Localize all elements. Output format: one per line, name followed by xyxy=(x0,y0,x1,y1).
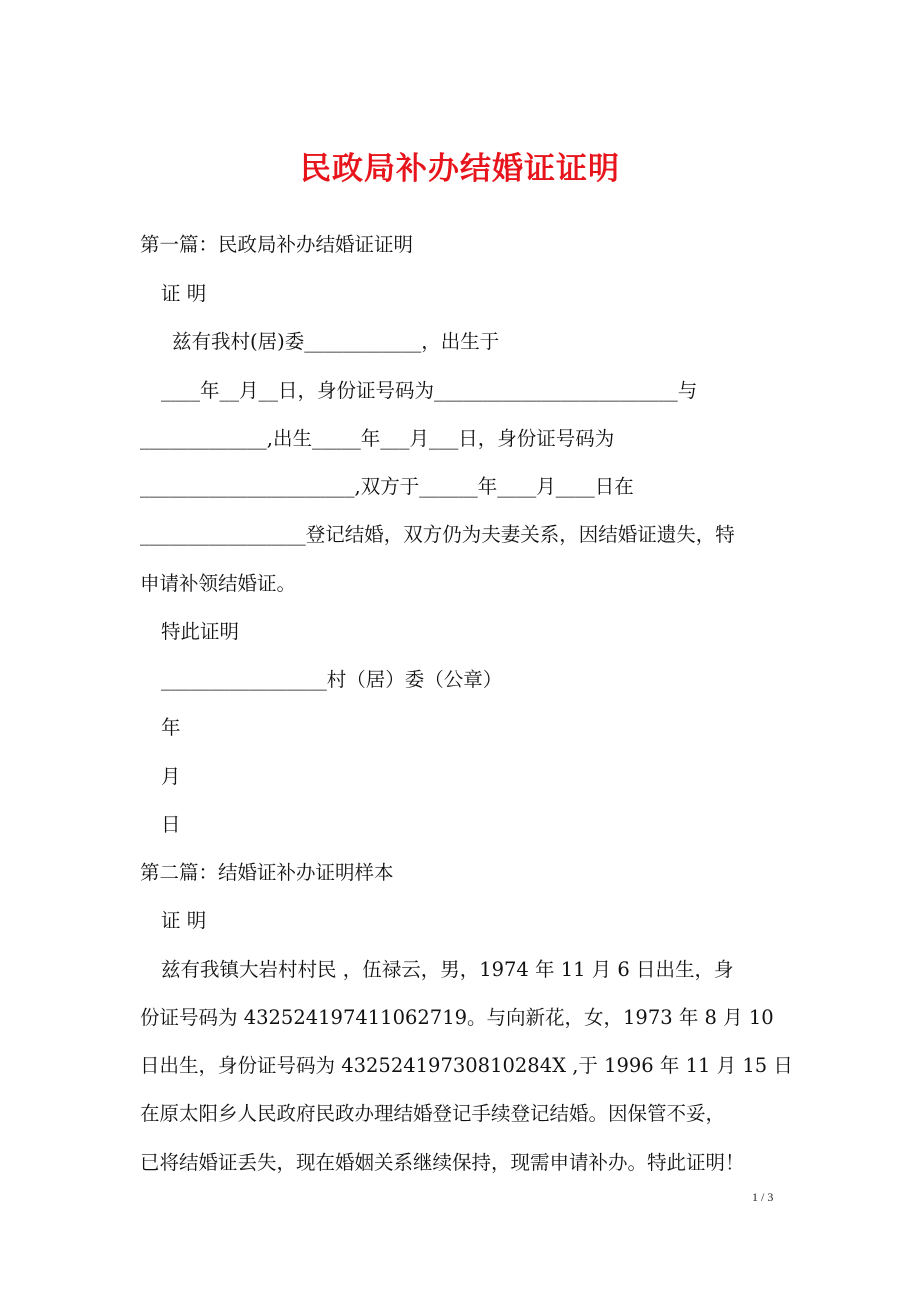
body-line: ______________________,双方于______年____月____日在 xyxy=(140,475,634,498)
section-heading-2: 第二篇：结婚证补办证明样本 xyxy=(140,861,394,884)
certificate-heading-2: 证 明 xyxy=(161,909,207,932)
body-line: 份证号码为 432524197411062719。与向新花，女，1973 年 8 月 10 xyxy=(140,1006,774,1029)
body-line: 日出生，身份证号码为 43252419730810284X ,于 1996 年 11 月 15 日 xyxy=(140,1054,793,1077)
date-year: 年 xyxy=(161,716,181,739)
certificate-heading-1: 证 明 xyxy=(161,282,207,305)
closing-line: 特此证明 xyxy=(161,620,240,643)
page-number: 1 / 3 xyxy=(752,1190,774,1204)
body-line: _____________,出生_____年___月___日，身份证号码为 xyxy=(140,427,615,450)
body-line: 在原太阳乡人民政府民政办理结婚登记手续登记结婚。因保管不妥， xyxy=(140,1102,726,1125)
date-day: 日 xyxy=(161,813,181,836)
seal-line: _________________村（居）委（公章） xyxy=(161,668,503,691)
body-line: ____年__月__日，身份证号码为_________________________与 xyxy=(161,379,698,402)
date-month: 月 xyxy=(161,765,181,788)
body-line: 兹有我镇大岩村村民 ，伍禄云，男，1974 年 11 月 6 日出生，身 xyxy=(161,958,734,981)
body-line: 已将结婚证丢失，现在婚姻关系继续保持，现需申请补办。特此证明！ xyxy=(140,1151,745,1174)
body-line: 申请补领结婚证。 xyxy=(140,572,297,595)
section-heading-1: 第一篇：民政局补办结婚证证明 xyxy=(140,233,414,256)
body-line: 兹有我村(居)委____________，出生于 xyxy=(172,330,500,353)
body-line: _________________登记结婚，双方仍为夫妻关系，因结婚证遗失，特 xyxy=(140,523,735,546)
page-title: 民政局补办结婚证证明 xyxy=(300,151,620,187)
